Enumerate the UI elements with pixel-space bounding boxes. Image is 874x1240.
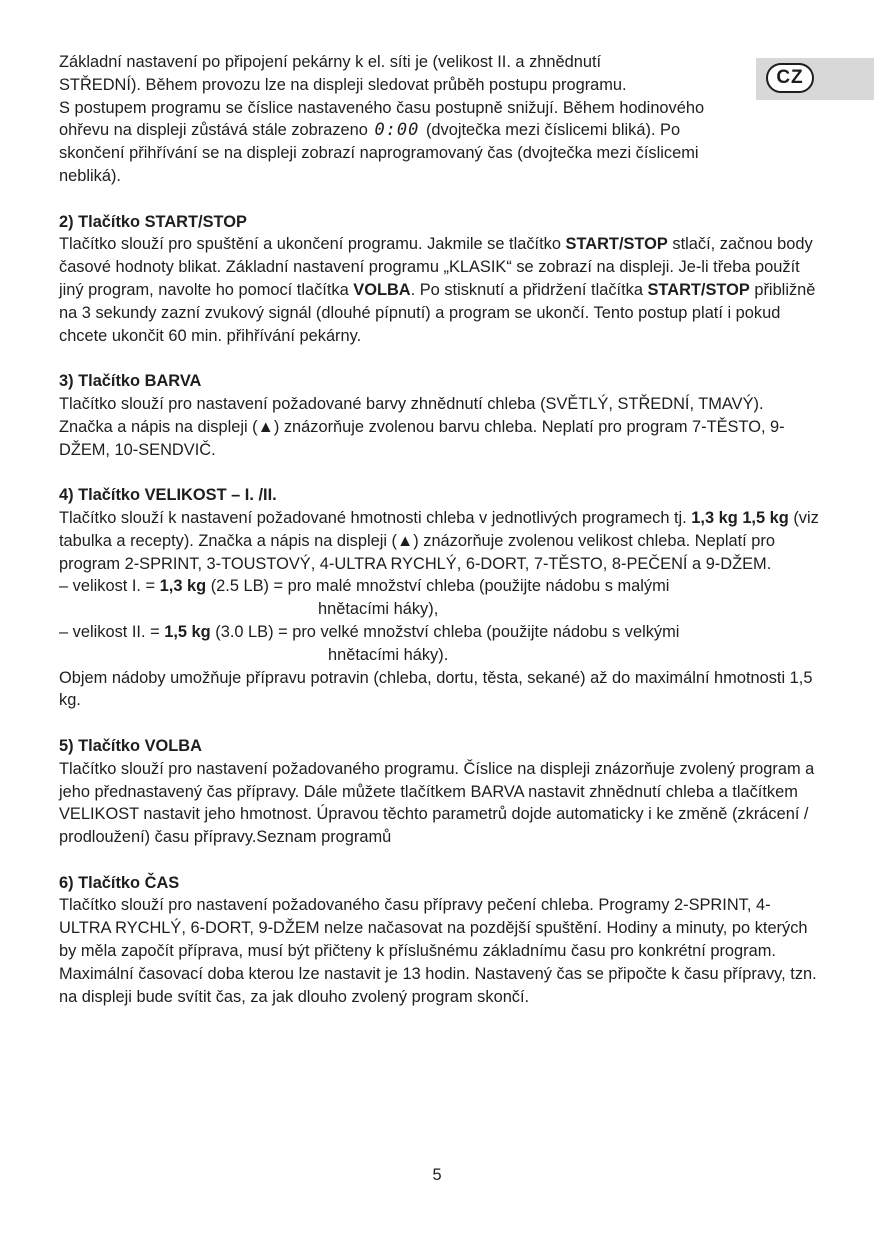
text-run: hnětacími háky). — [328, 645, 449, 664]
size-option-1 — [59, 575, 819, 621]
section-text — [59, 507, 819, 575]
intro-line: ohřevu na displeji zůstává stále zobrazeno — [59, 121, 368, 140]
page-content — [59, 51, 819, 1008]
size-option-2 — [59, 621, 819, 667]
section-velikost — [59, 484, 819, 712]
bold-run: 1,3 kg — [159, 577, 207, 596]
display-readout: 0:00 — [374, 120, 420, 141]
intro-line: skončení přihřívání se na displeji zobrazí naprogramovaný čas (dvojtečka mezi číslicemi — [59, 144, 699, 163]
bold-run: 1,3 kg 1,5 kg — [691, 508, 789, 527]
bold-run: VOLBA — [353, 280, 411, 299]
section-volba — [59, 735, 819, 849]
section-heading: 6) Tlačítko ČAS — [59, 873, 180, 892]
bold-run: START/STOP — [565, 235, 668, 254]
page-number: 5 — [432, 1166, 442, 1184]
section-cas — [59, 872, 819, 1009]
section-text: Tlačítko slouží pro nastavení požadovaného času přípravy pečení chleba. Programy 2-SPRINT, 4-ULTRA RYCHLÝ, 6-DORT, 9-DŽEM nelze načasovat na pozdější spuštění. Hodiny a minuty, po kterých by měla započít příprava, musí být přičteny k příslušnému základnímu času pro konkrétní program. Maximální časovací doba kterou lze nastavit je 13 hodin. Nastavený čas se připočte k času přípravy, tzn. na displeji bude svítit čas, za jak dlouho zvolený program skončí. — [59, 896, 817, 1006]
text-run: – velikost II. = — [59, 622, 165, 641]
language-badge: CZ — [766, 63, 814, 93]
text-run: (viz tabulka a recepty). Značka a nápis na displeji (▲) znázorňuje zvolenou velikost chleba. Neplatí pro program 2-SPRINT, 3-TOUSTOVÝ, 4-ULTRA RYCHLÝ, 6-DORT, 7-TĚSTO, 8-PEČENÍ a 9-DŽEM. — [59, 508, 819, 573]
section-heading: 5) Tlačítko VOLBA — [59, 736, 202, 755]
section-text: Objem nádoby umožňuje přípravu potravin (chleba, dortu, těsta, sekané) až do maximální hmotnosti 1,5 kg. — [59, 668, 813, 710]
section-barva — [59, 370, 819, 461]
section-heading: 4) Tlačítko VELIKOST – I. /II. — [59, 486, 277, 505]
text-run: (2.5 LB) = pro malé množství chleba (použijte nádobu s malými — [206, 577, 670, 596]
intro-line: (dvojtečka mezi číslicemi bliká). Po — [425, 121, 681, 140]
intro-line: Základní nastavení po připojení pekárny k el. síti je (velikost II. a zhnědnutí — [59, 53, 602, 71]
text-run: přibližně na 3 sekundy zazní zvukový signál (dlouhé pípnutí) a program se ukončí. Tento postup platí i pokud chcete ukončit 60 min. přihřívání pekárny. — [59, 280, 816, 345]
text-run: hnětacími háky), — [318, 600, 439, 619]
bold-run: 1,5 kg — [164, 622, 211, 641]
text-run: . Po stisknutí a přidržení tlačítka — [410, 280, 648, 299]
text-run: stlačí, začnou body časové hodnoty blikat. Základní nastavení programu „KLASIK“ se zobrazí na displeji. Je-li třeba použít jiný program, navolte ho pomocí tlačítka — [59, 235, 813, 299]
section-heading: 3) Tlačítko BARVA — [59, 372, 202, 391]
section-text — [59, 233, 819, 347]
section-text: Tlačítko slouží pro nastavení požadované barvy zhnědnutí chleba (SVĚTLÝ, STŘEDNÍ, TMAVÝ). Značka a nápis na displeji (▲) znázorňuje zvolenou barvu chleba. Neplatí pro program 7-TĚSTO, 9-DŽEM, 10-SENDVIČ. — [59, 394, 785, 459]
text-run: Tlačítko slouží k nastavení požadované hmotnosti chleba v jednotlivých programech tj. — [59, 508, 692, 527]
section-heading: 2) Tlačítko START/STOP — [59, 212, 247, 231]
intro-line: S postupem programu se číslice nastaveného času postupně snižují. Během hodinového — [59, 98, 705, 117]
bold-run: START/STOP — [647, 280, 750, 299]
intro-line: nebliká). — [59, 166, 121, 185]
intro-line: STŘEDNÍ). Během provozu lze na displeji sledovat průběh postupu programu. — [59, 75, 627, 94]
text-run: (3.0 LB) = pro velké množství chleba (použijte nádobu s velkými — [210, 622, 680, 641]
intro-paragraph — [59, 51, 819, 188]
text-run: Tlačítko slouží pro spuštění a ukončení programu. Jakmile se tlačítko — [59, 235, 566, 254]
section-text: Tlačítko slouží pro nastavení požadovaného programu. Číslice na displeji znázorňuje zvolený program a jeho přednastavený čas přípravy. Dále můžete tlačítkem BARVA nastavit zhnědnutí chleba a tlačítkem VELIKOST nastavit jeho hmotnost. Úpravou těchto parametrů dojde automaticky i ke změně (zkrácení / prodloužení) času přípravy.Seznam programů — [59, 759, 815, 847]
section-start-stop — [59, 211, 819, 348]
text-run: – velikost I. = — [59, 577, 160, 596]
